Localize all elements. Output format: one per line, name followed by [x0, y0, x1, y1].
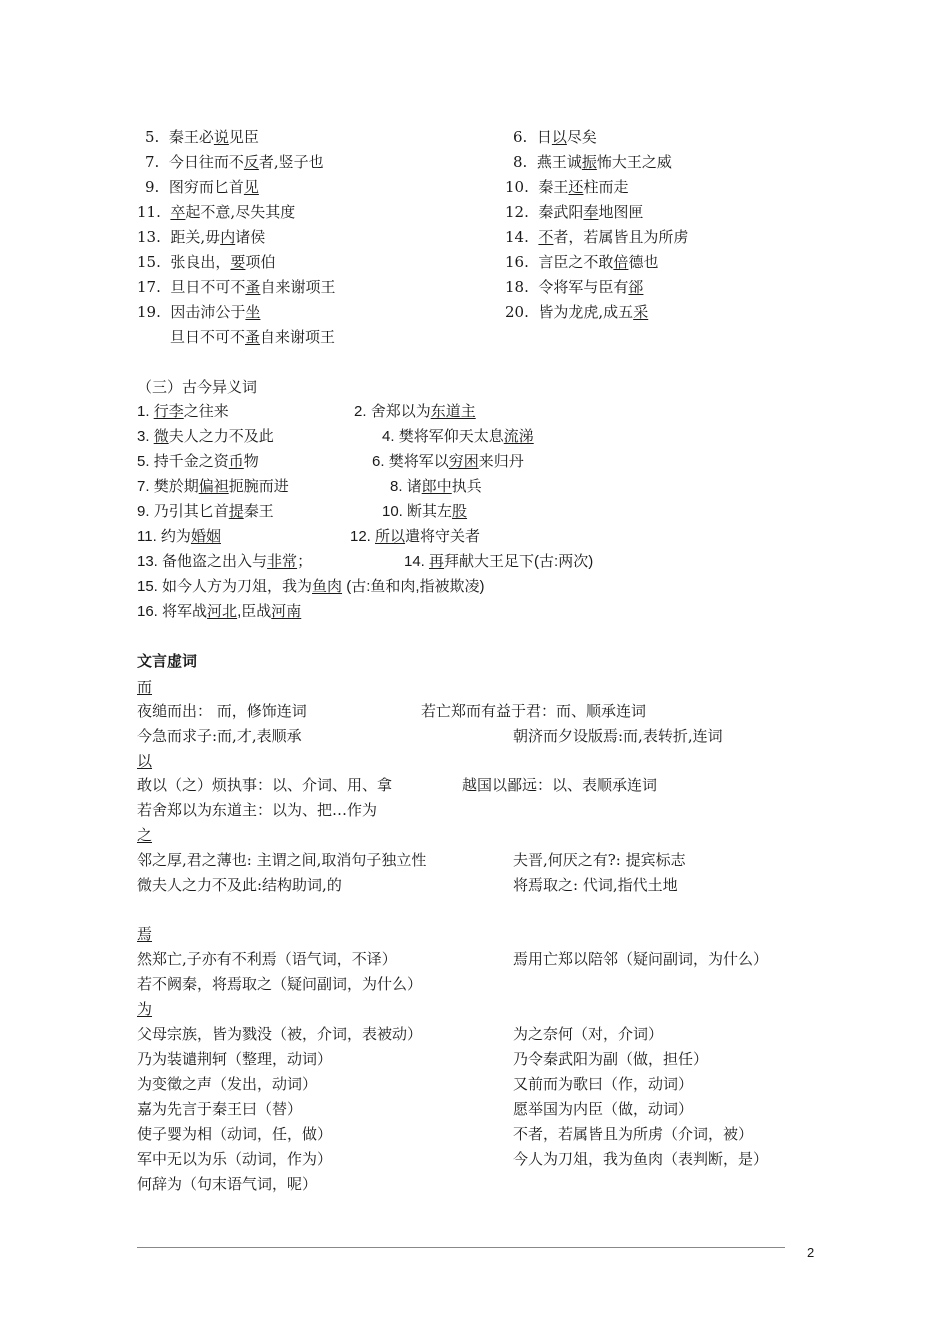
xuci-example: 若舍郑以为东道主：以为、把…作为: [137, 801, 378, 819]
page-number: 2: [807, 1245, 815, 1260]
tongjia-item: 19. 因击沛公于坐: [137, 303, 261, 321]
tongjia-item: 5. 秦王必说见臣: [145, 128, 259, 146]
xuci-example: 今急而求子:而,才,表顺承: [137, 727, 302, 745]
xuci-example: 不者，若属皆且为所虏（介词，被）: [513, 1125, 754, 1143]
xuci-example: 乃令秦武阳为副（做，担任）: [513, 1050, 709, 1068]
tongjia-item: 16. 言臣之不敢倍德也: [505, 253, 659, 271]
gujin-item: 14. 再拜献大王足下(古:两次): [404, 553, 594, 570]
xuci-example: 若亡郑而有益于君：而、顺承连词: [421, 702, 647, 720]
tongjia-item: 10. 秦王还柱而走: [505, 178, 629, 196]
tongjia-item: 14. 不者，若属皆且为所虏: [505, 228, 689, 246]
gujin-item: 7. 樊於期偏袒扼腕而进: [137, 478, 289, 495]
gujin-item: 10. 断其左股: [382, 503, 468, 520]
xuci-example: 越国以鄙远：以、表顺承连词: [462, 776, 658, 794]
xuci-head: 为: [137, 1000, 153, 1018]
xuci-example: 今人为刀俎，我为鱼肉（表判断，是）: [513, 1150, 769, 1168]
xuci-example: 夜缒而出： 而，修饰连词: [137, 702, 307, 720]
xuci-example: 愿举国为内臣（做，动词）: [513, 1100, 694, 1118]
xuci-example: 为之奈何（对，介词）: [513, 1025, 664, 1043]
tongjia-item: 7. 今日往而不反者,竖子也: [145, 153, 324, 171]
xuci-example: 为变徵之声（发出，动词）: [137, 1075, 318, 1093]
gujin-item: 9. 乃引其匕首提秦王: [137, 503, 274, 520]
xuci-example: 军中无以为乐（动词，作为）: [137, 1150, 333, 1168]
xuci-example: 乃为装谴荆轲（整理，动词）: [137, 1050, 333, 1068]
xuci-example: 邻之厚,君之薄也: 主谓之间,取消句子独立性: [137, 851, 427, 869]
xuci-head: 焉: [137, 925, 153, 943]
section-heading-gujin: （三）古今异义词: [137, 378, 258, 396]
xuci-example: 又前而为歌曰（作，动词）: [513, 1075, 694, 1093]
section-heading-xuci: 文言虚词: [137, 653, 198, 670]
tongjia-item: 11. 卒起不意,尽失其度: [137, 203, 296, 221]
xuci-example: 何辞为（句末语气词，呢）: [137, 1175, 318, 1193]
xuci-example: 夫晋,何厌之有?: 提宾标志: [513, 851, 686, 869]
xuci-example: 将焉取之: 代词,指代土地: [513, 876, 678, 894]
gujin-item: 13. 备他盗之出入与非常；: [137, 553, 313, 570]
tongjia-item: 15. 张良出，要项伯: [137, 253, 276, 271]
gujin-item: 12. 所以遣将守关者: [350, 528, 481, 545]
xuci-example: 朝济而夕设版焉:而,表转折,连词: [513, 727, 723, 745]
xuci-example: 微夫人之力不及此:结构助词,的: [137, 876, 342, 894]
tongjia-item: 18. 令将军与臣有郤: [505, 278, 644, 296]
xuci-example: 敢以（之）烦执事：以、介词、用、拿: [137, 776, 393, 794]
gujin-item: 8. 诸郎中执兵: [390, 478, 482, 495]
tongjia-item: 6. 日以尽矣: [513, 128, 597, 146]
xuci-head: 之: [137, 826, 153, 844]
gujin-item: 6. 樊将军以穷困来归丹: [372, 453, 524, 470]
gujin-item: 1. 行李之往来: [137, 403, 229, 420]
footer-rule: [137, 1247, 785, 1248]
xuci-example: 父母宗族，皆为戮没（被，介词，表被动）: [137, 1025, 423, 1043]
xuci-head: 以: [137, 752, 153, 770]
xuci-example: 使子婴为相（动词，任，做）: [137, 1125, 333, 1143]
tongjia-item: 旦日不可不蚤自来谢项王: [170, 328, 336, 346]
xuci-example: 若不阙秦，将焉取之（疑问副词，为什么）: [137, 975, 423, 993]
tongjia-item: 9. 图穷而匕首见: [145, 178, 259, 196]
gujin-item: 3. 微夫人之力不及此: [137, 428, 274, 445]
gujin-item: 15. 如今人方为刀俎，我为鱼肉 (古:鱼和肉,指被欺凌): [137, 578, 485, 595]
xuci-head: 而: [137, 678, 153, 696]
tongjia-item: 8. 燕王诚振怖大王之威: [513, 153, 672, 171]
xuci-example: 嘉为先言于秦王曰（替）: [137, 1100, 303, 1118]
xuci-example: 焉用亡郑以陪邻（疑问副词，为什么）: [513, 950, 769, 968]
gujin-item: 4. 樊将军仰天太息流涕: [382, 428, 534, 445]
gujin-item: 16. 将军战河北,臣战河南: [137, 603, 302, 620]
gujin-item: 5. 持千金之资币物: [137, 453, 259, 470]
gujin-item: 11. 约为婚姻: [137, 528, 221, 545]
tongjia-item: 20. 皆为龙虎,成五采: [505, 303, 649, 321]
tongjia-item: 17. 旦日不可不蚤自来谢项王: [137, 278, 336, 296]
tongjia-item: 12. 秦武阳奉地图匣: [505, 203, 644, 221]
xuci-example: 然郑亡,子亦有不利焉（语气词，不译）: [137, 950, 397, 968]
tongjia-item: 13. 距关,毋内诸侯: [137, 228, 266, 246]
gujin-item: 2. 舍郑以为东道主: [354, 403, 476, 420]
